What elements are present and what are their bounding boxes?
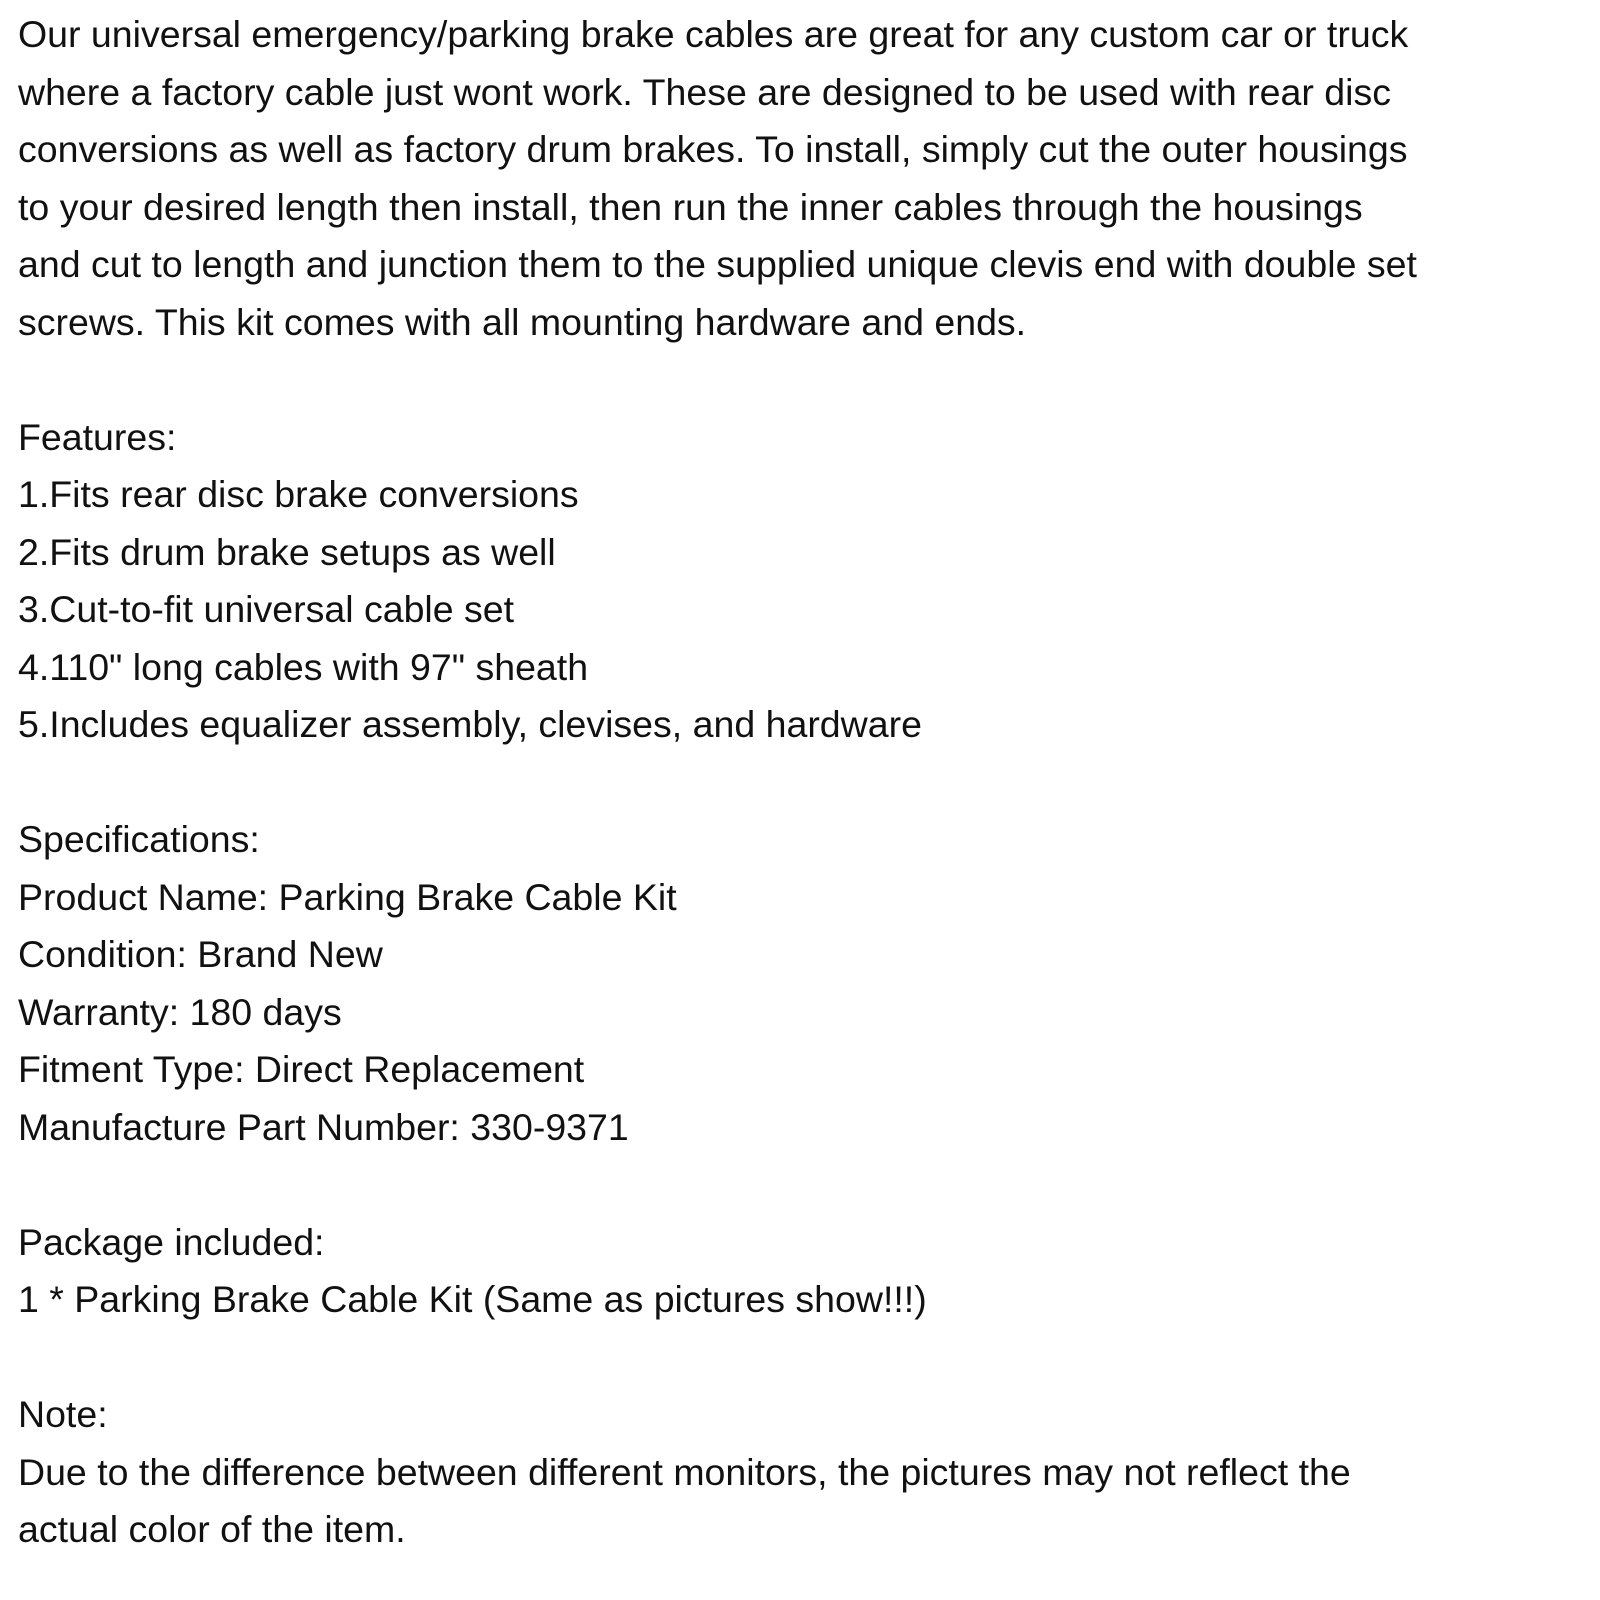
specifications-section: [18, 811, 1600, 1156]
spec-item: Warranty: 180 days: [18, 990, 342, 1033]
spec-item: Fitment Type: Direct Replacement: [18, 1048, 585, 1090]
spec-item: Product Name: Parking Brake Cable Kit: [18, 875, 677, 918]
feature-item: 2.Fits drum brake setups as well: [18, 530, 556, 573]
note-line: Due to the difference between different monitors, the pictures may not reflect the: [18, 1450, 1351, 1493]
intro-paragraph: [18, 6, 1600, 351]
intro-line: and cut to length and junction them to the supplied unique clevis end with double set: [18, 243, 1417, 285]
features-section: [18, 409, 1600, 754]
features-heading: Features:: [18, 415, 177, 458]
feature-item: 5.Includes equalizer assembly, clevises, and hardware: [18, 703, 922, 745]
feature-item: 1.Fits rear disc brake conversions: [18, 473, 579, 515]
package-section: [18, 1214, 1600, 1329]
spec-item: Manufacture Part Number: 330-9371: [18, 1105, 629, 1148]
intro-line: to your desired length then install, then run the inner cables through the housings: [18, 185, 1363, 228]
intro-line: where a factory cable just wont work. These are designed to be used with rear disc: [18, 70, 1391, 113]
feature-item: 4.110" long cables with 97" sheath: [18, 645, 589, 688]
feature-item: 3.Cut-to-fit universal cable set: [18, 588, 515, 630]
spec-item: Condition: Brand New: [18, 933, 383, 975]
package-item: 1 * Parking Brake Cable Kit (Same as pictures show!!!): [18, 1278, 927, 1320]
note-section: [18, 1386, 1600, 1559]
intro-line: conversions as well as factory drum brakes. To install, simply cut the outer housings: [18, 128, 1408, 170]
note-line: actual color of the item.: [18, 1508, 406, 1550]
intro-line: Our universal emergency/parking brake cables are great for any custom car or truck: [18, 13, 1409, 55]
specifications-heading: Specifications:: [18, 818, 260, 860]
package-heading: Package included:: [18, 1220, 325, 1263]
note-heading: Note:: [18, 1393, 108, 1435]
intro-line: screws. This kit comes with all mounting hardware and ends.: [18, 300, 1027, 343]
